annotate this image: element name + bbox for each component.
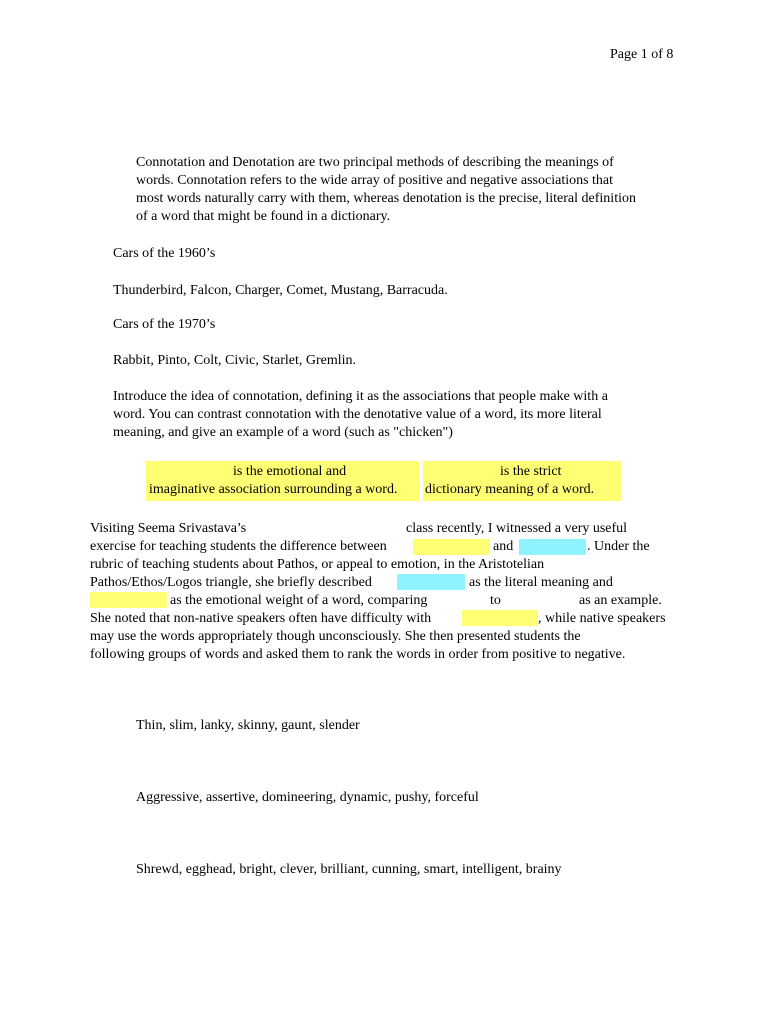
visiting-line: , while native speakers xyxy=(538,611,666,626)
cars-1960-heading: Cars of the 1960’s xyxy=(113,246,216,261)
visiting-line: rubric of teaching students about Pathos, or appeal to emotion, in the Aristotelian xyxy=(90,557,545,572)
visiting-line: Visiting Seema Srivastava’s xyxy=(90,521,247,536)
introduce-line: Introduce the idea of connotation, defining it as the associations that people make with a xyxy=(113,389,608,404)
blank-connotation-2 xyxy=(90,592,167,608)
word-group: Shrewd, egghead, bright, clever, brilliant, cunning, smart, intelligent, brainy xyxy=(136,862,562,877)
connotation-def-line1: is the emotional and xyxy=(233,464,347,479)
visiting-line: Pathos/Ethos/Logos triangle, she briefly described xyxy=(90,575,372,590)
intro-paragraph xyxy=(136,154,636,226)
intro-line: words. Connotation refers to the wide array of positive and negative associations that xyxy=(136,173,614,188)
intro-line: of a word that might be found in a dictionary. xyxy=(136,209,391,224)
introduce-paragraph xyxy=(113,388,608,442)
introduce-line: meaning, and give an example of a word (such as "chicken") xyxy=(113,425,453,440)
blank-connotation-3 xyxy=(462,610,538,626)
page-number: Page 1 of 8 xyxy=(610,47,674,62)
blank-connotation xyxy=(413,539,490,555)
intro-line: most words naturally carry with them, whereas denotation is the precise, literal definition xyxy=(136,191,636,206)
visiting-line: as the literal meaning and xyxy=(469,575,613,590)
visiting-line: as the emotional weight of a word, comparing xyxy=(170,593,428,608)
cars-1970-list: Rabbit, Pinto, Colt, Civic, Starlet, Gremlin. xyxy=(113,353,357,368)
visiting-line: as an example. xyxy=(579,593,662,608)
visiting-line: to xyxy=(490,593,501,608)
visiting-line: She noted that non-native speakers often have difficulty with xyxy=(90,611,432,626)
visiting-line: . Under the xyxy=(587,539,650,554)
denotation-def-line1: is the strict xyxy=(500,464,562,479)
introduce-line: word. You can contrast connotation with the denotative value of a word, its more literal xyxy=(113,407,602,422)
word-group: Thin, slim, lanky, skinny, gaunt, slender xyxy=(136,718,360,733)
visiting-line: exercise for teaching students the difference between xyxy=(90,539,387,554)
word-group: Aggressive, assertive, domineering, dynamic, pushy, forceful xyxy=(136,790,479,805)
blank-denotation-2 xyxy=(397,574,465,590)
denotation-def-line2: dictionary meaning of a word. xyxy=(425,482,595,497)
intro-line: Connotation and Denotation are two principal methods of describing the meanings of xyxy=(136,155,614,170)
visiting-line: and xyxy=(493,539,514,554)
blank-denotation xyxy=(519,539,586,555)
visiting-line: may use the words appropriately though unconsciously. She then presented students the xyxy=(90,629,581,644)
visiting-line: following groups of words and asked them to rank the words in order from positive to negative. xyxy=(90,647,626,662)
cars-1970-heading: Cars of the 1970’s xyxy=(113,317,216,332)
cars-1960-list: Thunderbird, Falcon, Charger, Comet, Mustang, Barracuda. xyxy=(113,283,448,298)
connotation-def-line2: imaginative association surrounding a word. xyxy=(149,482,398,497)
visiting-line: class recently, I witnessed a very useful xyxy=(406,521,628,536)
